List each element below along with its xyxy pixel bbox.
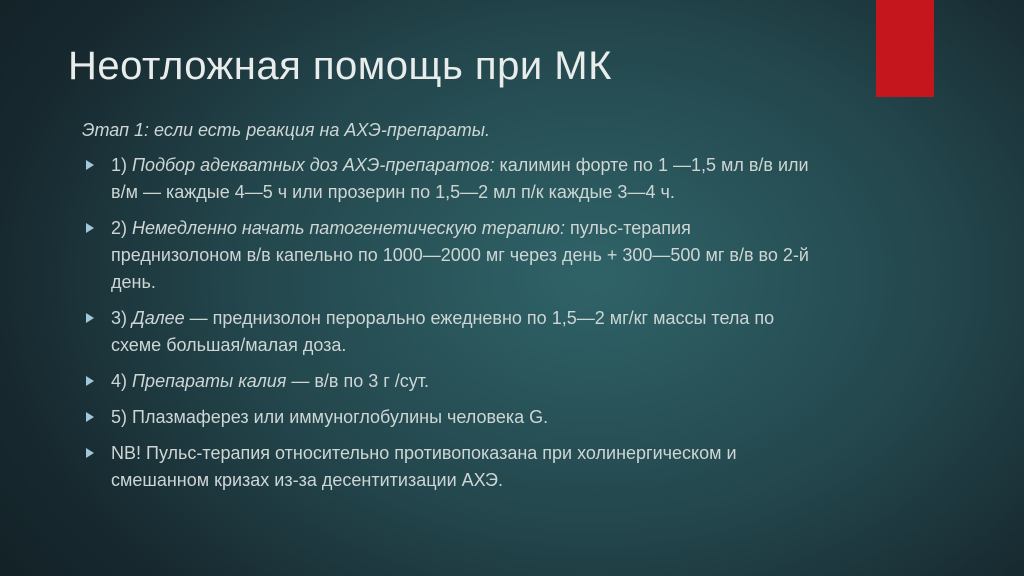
triangle-right-icon <box>86 448 94 458</box>
stage-subtitle: Этап 1: если есть реакция на АХЭ-препараты. <box>82 120 491 140</box>
slide-title: Неотложная помощь при МК <box>68 44 612 88</box>
accent-bar <box>876 0 934 97</box>
bullet-emphasis: Препараты калия <box>132 371 287 391</box>
bullet-number: 2) <box>111 218 133 238</box>
bullet-item <box>84 440 824 494</box>
bullet-number: 1) <box>111 155 133 175</box>
bullet-item <box>84 368 824 395</box>
bullet-item <box>84 215 824 296</box>
bullet-text: — преднизолон перорально ежедневно по 1,5—2 мг/кг массы тела по схеме большая/малая доза. <box>111 308 775 355</box>
bullet-emphasis: Подбор адекватных доз АХЭ-препаратов: <box>132 155 495 175</box>
bullet-list <box>84 152 824 503</box>
triangle-right-icon <box>86 313 94 323</box>
bullet-number: 4) <box>111 371 133 391</box>
triangle-right-icon <box>86 223 94 233</box>
bullet-text: калимин форте по 1 —1,5 мл в/в или в/м — каждые 4—5 ч или прозерин по 1,5—2 мл п/к каждые 3—4 ч. <box>111 155 809 202</box>
bullet-emphasis: Немедленно начать патогенетическую терапию: <box>132 218 565 238</box>
triangle-right-icon <box>86 412 94 422</box>
bullet-text: 5) Плазмаферез или иммуноглобулины человека G. <box>111 407 549 427</box>
bullet-item <box>84 404 824 431</box>
bullet-item <box>84 152 824 206</box>
triangle-right-icon <box>86 160 94 170</box>
bullet-number: 3) <box>111 308 133 328</box>
bullet-text: NB! Пульс-терапия относительно противопоказана при холинергическом и смешанном кризах из-за десентитизации АХЭ. <box>111 443 737 490</box>
bullet-item <box>84 305 824 359</box>
bullet-emphasis: Далее <box>132 308 185 328</box>
bullet-text: пульс-терапия преднизолоном в/в капельно по 1000—2000 мг через день + 300—500 мг в/в во 2-й день. <box>111 218 809 292</box>
bullet-text: — в/в по 3 г /сут. <box>286 371 430 391</box>
triangle-right-icon <box>86 376 94 386</box>
